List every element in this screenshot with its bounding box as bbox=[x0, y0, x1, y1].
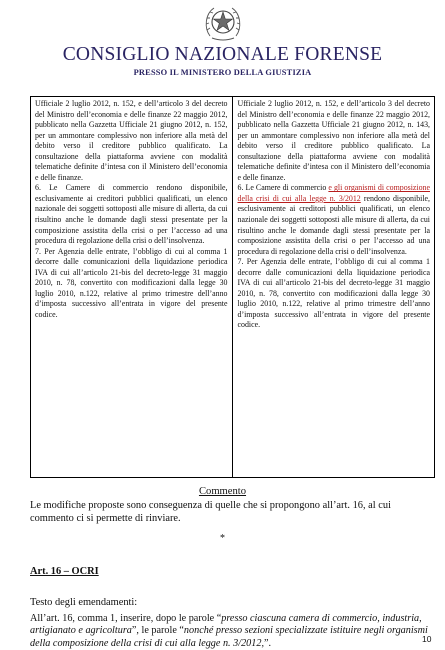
text-segment: All’art. 16, comma 1, inserire, dopo le parole “ bbox=[30, 613, 222, 624]
table-paragraph: 7. Per Agenzia delle entrate, l’obbligo di cui al comma 1 decorre dalle comunicazioni della liquidazione periodica IVA di cui all’articolo 21-bis del decreto-legge 31 maggio 2010, n. 78, convertito con modificazioni dalla legge 30 luglio 2010, n.122, relative al primo trimestre dell’anno d’imposta successivo all’entrata in vigore del presente codice. bbox=[237, 257, 430, 330]
italian-republic-emblem-icon bbox=[202, 2, 244, 42]
text-segment: 6. Le Camere di commercio bbox=[237, 183, 329, 193]
comparison-table bbox=[30, 96, 435, 478]
amendment-text bbox=[30, 613, 435, 650]
table-paragraph: 6. Le Camere di commercio rendono disponibile, esclusivamente ai creditori pubblici qualificati, un elenco nazionale dei soggetti sottoposti alle misure di allerta, da cui risultino anche le domande dagli stessi presentate per la composizione assistita della crisi o per l’accesso ad una procedura di regolazione della crisi o dell’insolvenza. bbox=[35, 183, 228, 246]
comment-heading: Commento bbox=[198, 486, 247, 497]
text-segment: rendono disponibile, esclusivamente ai creditori pubblici qualificati, un elenco nazionale dei soggetti sottoposti alle misure di allerta, da cui risultino anche le domande dagli stessi presentate per la composizione assistita della crisi o per l’accesso ad una procedura di regolazione della crisi o dell’insolvenza. bbox=[237, 193, 430, 256]
table-column-amended-text bbox=[233, 97, 435, 477]
text-segment: ”. bbox=[264, 637, 272, 649]
org-title: CONSIGLIO NAZIONALE FORENSE bbox=[62, 44, 383, 65]
amendments-subheading: Testo degli emendamenti: bbox=[30, 597, 138, 608]
page-number: 10 bbox=[422, 634, 432, 644]
table-paragraph: 7. Per Agenzia delle entrate, l’obbligo di cui al comma 1 decorre dalle comunicazioni della liquidazione periodica IVA di cui all’articolo 21-bis del decreto-legge 31 maggio 2010, n. 78, convertito con modificazioni dalla legge 30 luglio 2010, n.122, relative al primo trimestre dell’anno d’imposta successivo all’entrata in vigore del presente codice. bbox=[35, 246, 228, 319]
table-paragraph bbox=[238, 183, 431, 257]
table-paragraph: Ufficiale 2 luglio 2012, n. 152, e dell’articolo 3 del decreto del Ministro dell’economia e delle finanze 22 maggio 2012, pubblicato nella Gazzetta Ufficiale 21 giugno 2012, n. 143, per un ammontare complessivo non inferiore alla metà del debito verso il creditore pubblico qualificato. La consultazione della piattaforma avviene con modalità telematiche definite d’intesa con il Ministero dell’economia e delle finanze. bbox=[237, 99, 430, 182]
section-separator: * bbox=[220, 533, 225, 544]
quoted-text: nonché presso sezioni specializzate istituire negli organismi della composizione della crisi di cui alla legge n. 3/2012, bbox=[30, 625, 428, 649]
comment-body: Le modifiche proposte sono conseguenza di quelle che si propongono all’art. 16, al cui commento ci si permette di rinviare. bbox=[30, 500, 391, 524]
table-paragraph: Ufficiale 2 luglio 2012, n. 152, e dell’articolo 3 del decreto del Ministro dell’economia e delle finanze 22 maggio 2012, pubblicato nella Gazzetta Ufficiale 21 giugno 2012, n. 152, per un ammontare complessivo non inferiore alla metà del debito verso il creditore pubblico qualificato. La consultazione della piattaforma avviene con modalità telematiche definite d’intesa con il Ministero dell’economia e delle finanze. bbox=[35, 99, 228, 182]
inserted-text: e gli organismi di composizione della crisi di cui alla legge n. 3/2012 bbox=[237, 183, 430, 203]
article-heading: Art. 16 – OCRI bbox=[30, 566, 99, 577]
table-column-current-text bbox=[31, 97, 233, 477]
org-subtitle: PRESSO IL MINISTERO DELLA GIUSTIZIA bbox=[133, 68, 312, 77]
quoted-text: presso ciascuna camera di commercio, industria, artigianato e agricoltura bbox=[30, 613, 422, 637]
text-segment: ”, le parole “ bbox=[131, 625, 184, 637]
